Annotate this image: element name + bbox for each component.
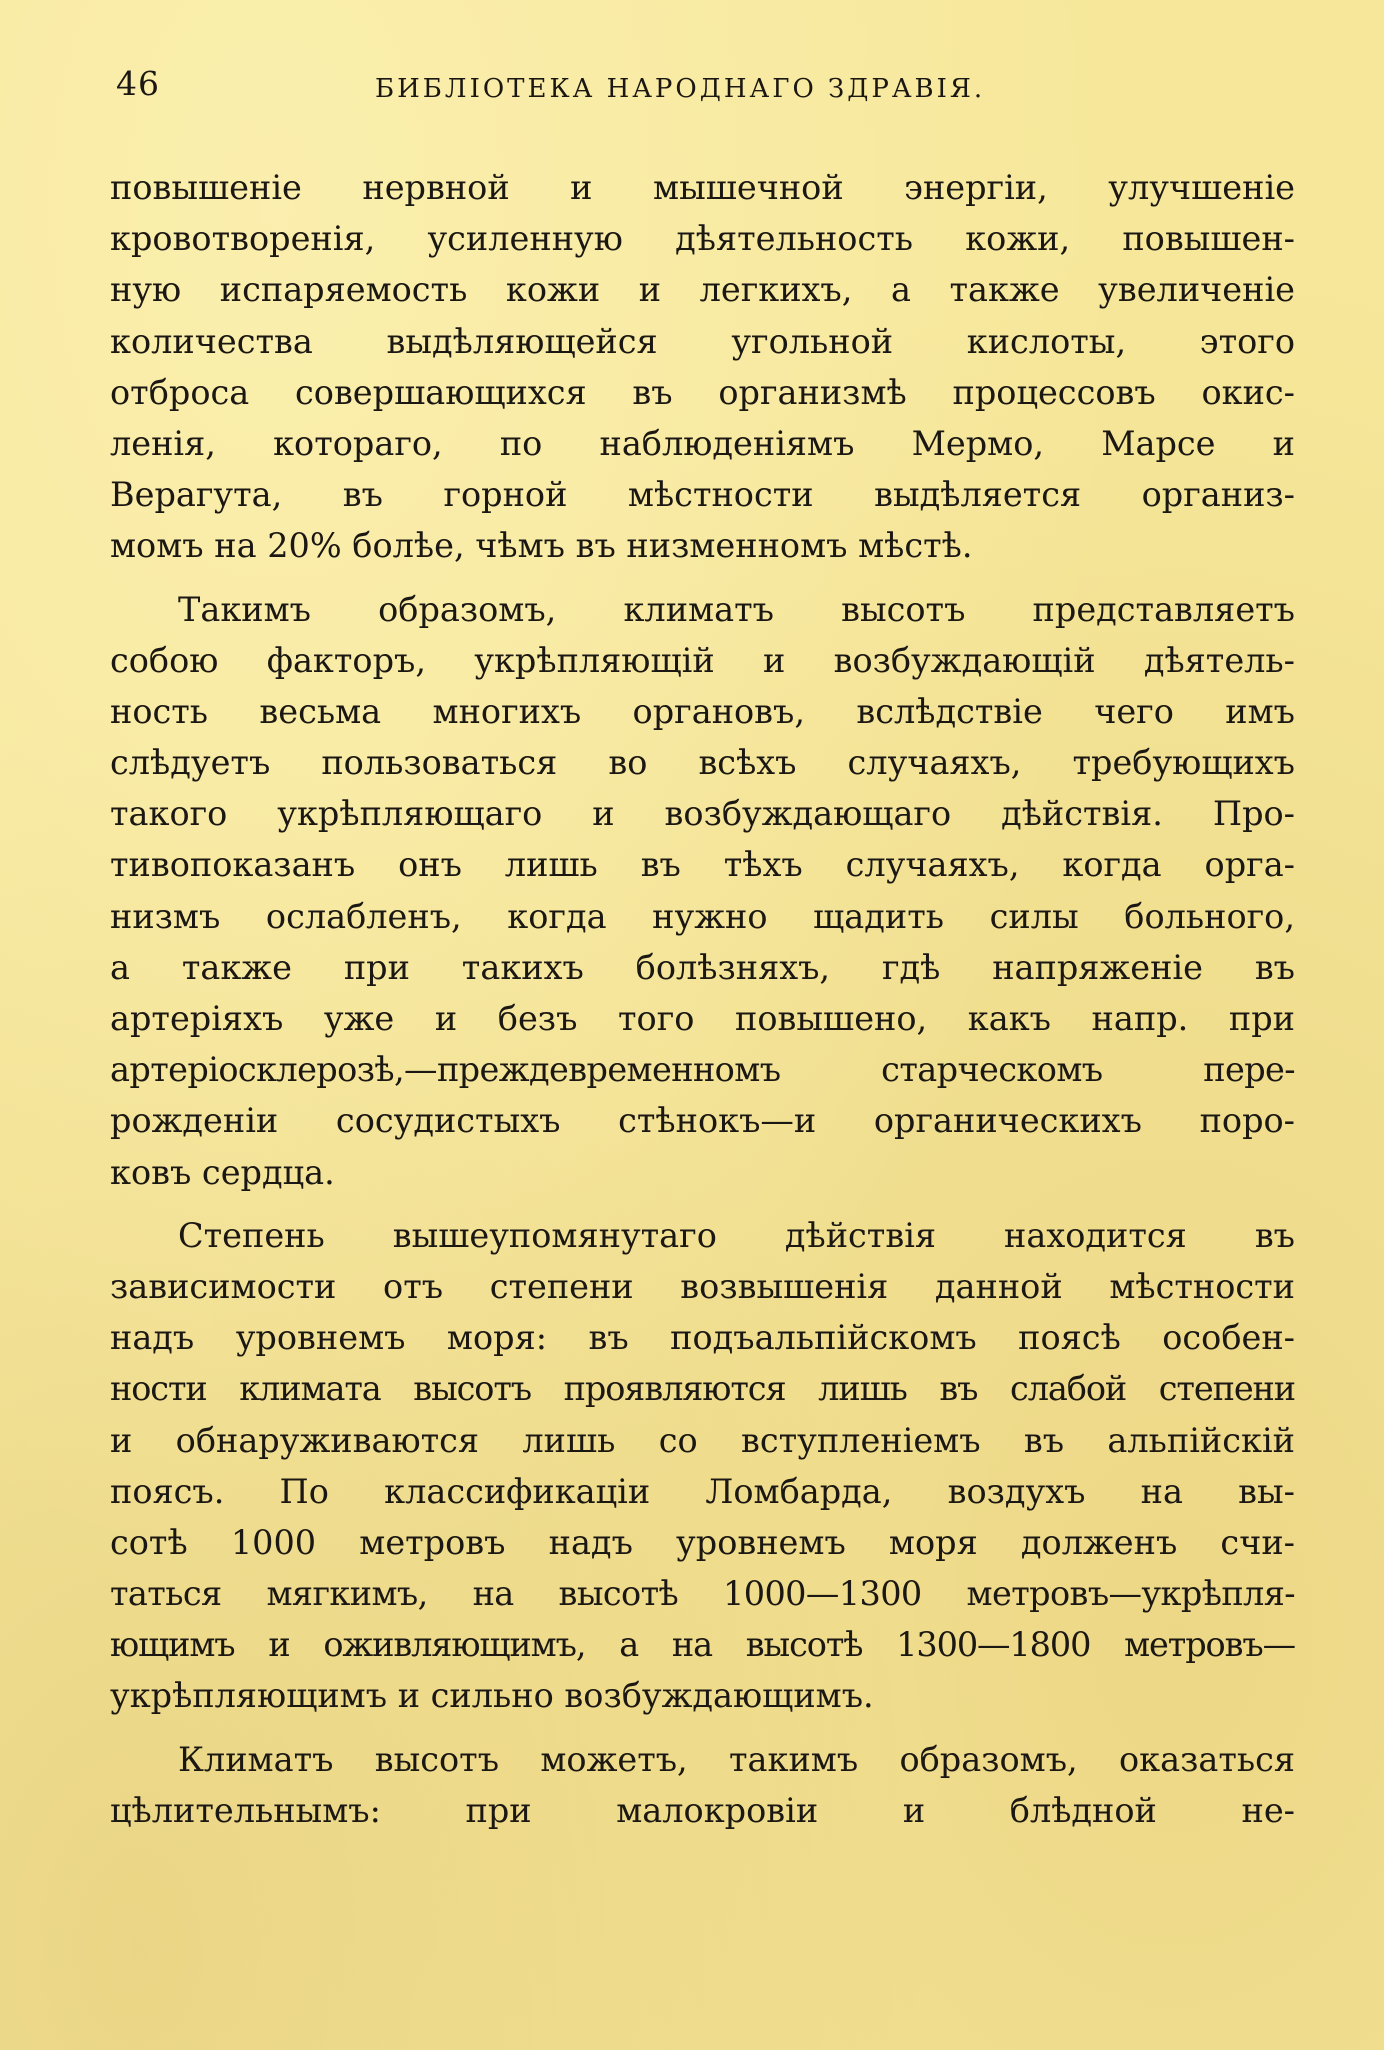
text-line: количества выдѣляющейся угольной кислоты, этого [110, 321, 1295, 361]
text-line: а также при такихъ болѣзняхъ, гдѣ напряженіе въ [110, 947, 1295, 987]
text-line: собою факторъ, укрѣпляющій и возбуждающій дѣятель- [110, 640, 1295, 680]
text-line: таться мягкимъ, на высотѣ 1000—1300 метровъ—укрѣпля- [110, 1574, 1295, 1614]
page-number: 46 [116, 64, 160, 103]
text-line: низмъ ослабленъ, когда нужно щадить силы больного, [110, 896, 1295, 936]
text-line: повышеніе нервной и мышечной энергіи, улучшеніе [110, 168, 1295, 207]
body-text [110, 162, 1295, 1836]
text-line: Верагута, въ горной мѣстности выдѣляется организ- [110, 475, 1295, 515]
text-line: Такимъ образомъ, климатъ высотъ представляетъ [178, 589, 1295, 629]
text-line: момъ на 20% болѣе, чѣмъ въ низменномъ мѣстѣ. [110, 526, 973, 566]
text-line: ности климата высотъ проявляются лишь въ слабой степени [110, 1369, 1295, 1409]
paragraph-gap [110, 572, 1295, 584]
paragraph [110, 584, 1295, 1198]
text-line: артеріосклерозѣ,—преждевременномъ старческомъ пере- [110, 1050, 1295, 1090]
paragraph [110, 1210, 1295, 1722]
text-line: цѣлительнымъ: при малокровіи и блѣдной не- [110, 1790, 1295, 1830]
paragraph-gap [110, 1722, 1295, 1734]
running-header: БИБЛІОТЕКА НАРОДНАГО ЗДРАВІЯ. [375, 74, 986, 104]
text-line: ную испаряемость кожи и легкихъ, а также увеличеніе [110, 270, 1295, 310]
text-line: ленія, котораго, по наблюденіямъ Мермо, Марсе и [110, 423, 1295, 463]
text-line: и обнаруживаются лишь со вступленіемъ въ альпійскій [110, 1420, 1295, 1460]
text-line: Климатъ высотъ можетъ, такимъ образомъ, оказаться [178, 1739, 1295, 1779]
text-line: отброса совершающихся въ организмѣ процессовъ окис- [110, 372, 1295, 412]
text-line: поясъ. По классификаціи Ломбарда, воздухъ на вы- [110, 1471, 1295, 1511]
text-line: ющимъ и оживляющимъ, а на высотѣ 1300—1800 метровъ— [110, 1625, 1295, 1665]
text-line: тивопоказанъ онъ лишь въ тѣхъ случаяхъ, когда орга- [110, 845, 1295, 885]
text-line: сотѣ 1000 метровъ надъ уровнемъ моря долженъ счи- [110, 1522, 1295, 1562]
text-line: ковъ сердца. [110, 1152, 335, 1192]
text-line: надъ уровнемъ моря: въ подъальпійскомъ поясѣ особен- [110, 1318, 1295, 1358]
paragraph-gap [110, 1198, 1295, 1210]
paragraph [110, 1734, 1295, 1836]
paragraph [110, 162, 1295, 572]
text-line: рожденіи сосудистыхъ стѣнокъ—и органическихъ поро- [110, 1101, 1295, 1141]
text-line: кровотворенія, усиленную дѣятельность кожи, повышен- [110, 219, 1295, 259]
text-line: такого укрѣпляющаго и возбуждающаго дѣйствія. Про- [110, 794, 1295, 834]
text-line: артеріяхъ уже и безъ того повышено, какъ напр. при [110, 999, 1295, 1038]
text-line: Степень вышеупомянутаго дѣйствія находится въ [178, 1215, 1295, 1255]
text-line: ность весьма многихъ органовъ, вслѣдствіе чего имъ [110, 691, 1295, 731]
text-line: зависимости отъ степени возвышенія данной мѣстности [110, 1266, 1295, 1306]
text-line: укрѣпляющимъ и сильно возбуждающимъ. [110, 1676, 874, 1716]
text-line: слѣдуетъ пользоваться во всѣхъ случаяхъ, требующихъ [110, 743, 1295, 783]
